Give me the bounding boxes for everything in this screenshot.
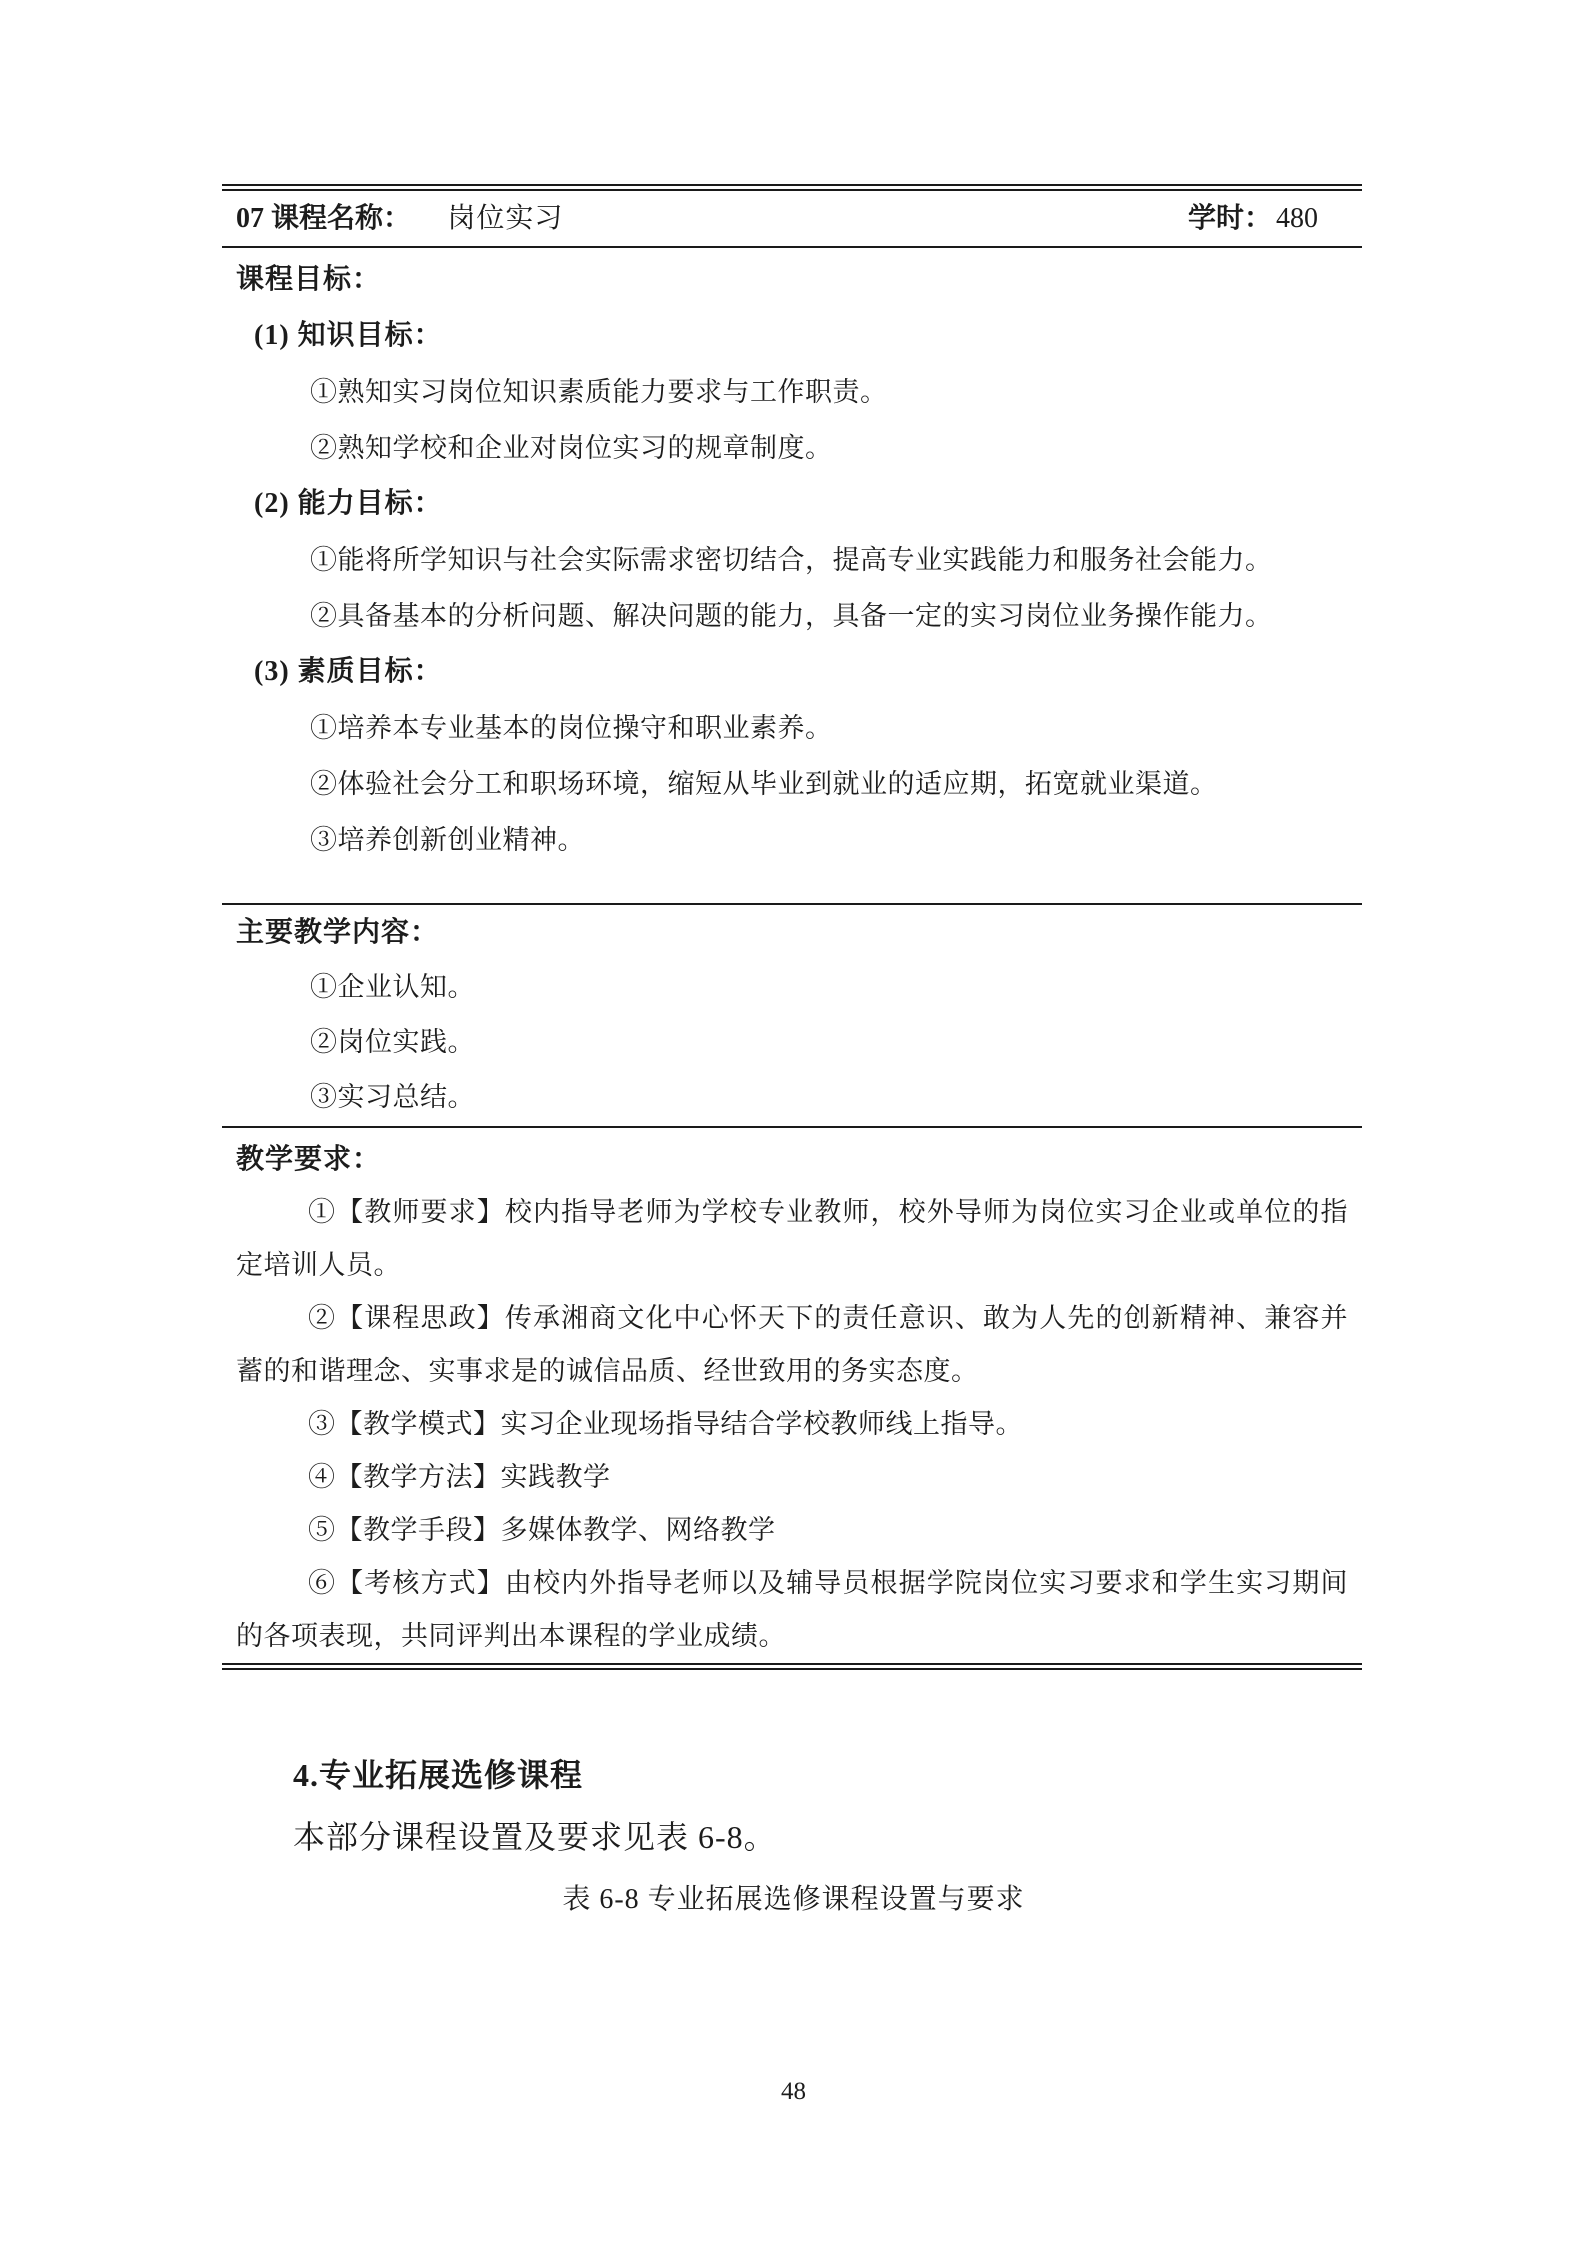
- teaching-content-title: 主要教学内容：: [236, 917, 440, 948]
- requirement-paragraph: ③【教学模式】实习企业现场指导结合学校教师线上指导。: [308, 1409, 1023, 1439]
- subsection-body-text: 本部分课程设置及要求见表 6-8。: [293, 1819, 777, 1855]
- course-name-cell: [236, 191, 563, 246]
- objective-item: ①培养本专业基本的岗位操守和职业素养。: [310, 713, 833, 743]
- course-name-value: 岗位实习: [447, 203, 564, 234]
- objective-item: ①能将所学知识与社会实际需求密切结合，提高专业实践能力和服务社会能力。: [310, 545, 1273, 575]
- objective-group-heading: (1) 知识目标：: [254, 320, 443, 351]
- objective-item: ②体验社会分工和职场环境，缩短从毕业到就业的适应期，拓宽就业渠道。: [310, 769, 1218, 799]
- teaching-content-item: ③实习总结。: [310, 1082, 475, 1112]
- page-number: 48: [781, 2078, 806, 2105]
- course-objectives-section: [222, 248, 1362, 905]
- objective-item: ②具备基本的分析问题、解决问题的能力，具备一定的实习岗位业务操作能力。: [310, 601, 1273, 631]
- course-summary-table: [222, 184, 1362, 1670]
- teaching-content-item: ②岗位实践。: [310, 1027, 475, 1057]
- objective-group-heading: (2) 能力目标：: [254, 488, 443, 519]
- requirement-paragraph: ①【教师要求】校内指导老师为学校专业教师，校外导师为岗位实习企业或单位的指定培训人员。: [236, 1197, 1348, 1280]
- table-caption: 表 6-8 专业拓展选修课程设置与要求: [562, 1884, 1025, 1915]
- requirement-paragraph: ⑥【考核方式】由校内外指导老师以及辅导员根据学院岗位实习要求和学生实习期间的各项表现，共同评判出本课程的学业成绩。: [236, 1568, 1348, 1651]
- requirement-paragraph: ②【课程思政】传承湘商文化中心怀天下的责任意识、敢为人先的创新精神、兼容并蓄的和谐理念、实事求是的诚信品质、经世致用的务实态度。: [236, 1303, 1348, 1386]
- course-name-label: 07 课程名称：: [236, 203, 412, 234]
- objective-item: ③培养创新创业精神。: [310, 825, 585, 855]
- course-header-row: [222, 191, 1362, 248]
- course-hours-cell: [1188, 191, 1348, 246]
- requirement-paragraph: ⑤【教学手段】多媒体教学、网络教学: [308, 1515, 776, 1545]
- objective-item: ①熟知实习岗位知识素质能力要求与工作职责。: [310, 377, 888, 407]
- course-hours-label: 学时：: [1187, 203, 1272, 234]
- course-hours-value: 480: [1276, 203, 1318, 234]
- objective-item: ②熟知学校和企业对岗位实习的规章制度。: [310, 433, 833, 463]
- teaching-content-section: [222, 905, 1362, 1128]
- subsection-heading: 4.专业拓展选修课程: [293, 1757, 584, 1793]
- requirement-paragraph: ④【教学方法】实践教学: [308, 1462, 611, 1492]
- teaching-requirements-title: 教学要求：: [236, 1144, 382, 1175]
- teaching-content-item: ①企业认知。: [310, 972, 475, 1002]
- objective-group-heading: (3) 素质目标：: [254, 656, 443, 687]
- next-section: [229, 1743, 1358, 1920]
- objectives-title: 课程目标：: [236, 264, 382, 295]
- teaching-requirements-section: [222, 1128, 1362, 1663]
